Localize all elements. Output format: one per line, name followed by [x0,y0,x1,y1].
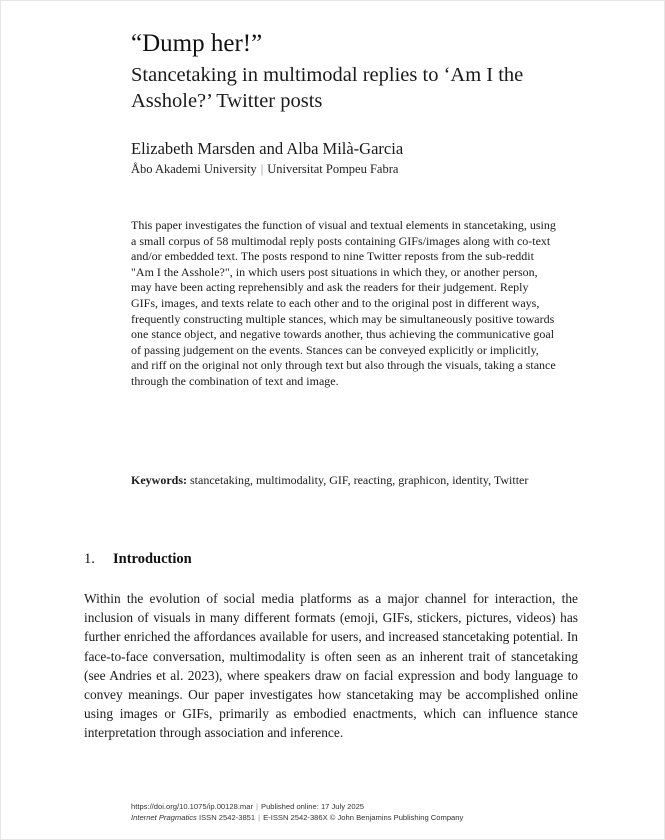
issn: ISSN 2542-3851 [198,813,256,822]
keywords [131,473,556,489]
section-number: 1. [84,551,95,567]
article-title: “Dump her!” [131,30,263,57]
keywords-label: Keywords: [131,473,187,487]
section-heading [84,551,192,568]
section-title: Introduction [113,551,192,567]
authors: Elizabeth Marsden and Alba Milà-Garcia [131,139,404,158]
affiliation-separator: | [260,162,264,176]
journal-name: Internet Pragmatics [131,813,197,822]
footer-line-2 [131,812,463,823]
page-footer [131,801,463,823]
doi-link[interactable]: https://doi.org/10.1075/ip.00128.mar [131,802,254,811]
footer-line-1 [131,801,463,812]
published-date: Published online: 17 July 2025 [261,802,365,811]
affiliations [131,162,398,177]
abstract: This paper investigates the function of visual and textual elements in stancetaking, using a small corpus of 58 multimodal reply posts containing GIFs/images along with co-text and/or embedded text. The posts respond to nine Twitter reposts from the sub-reddit "Am I the Asshole?", in which users post situations in which they, or another person, may have been acting reprehensibly and ask the readers for their judgement. Reply GIFs, images, and texts relate to each other and to the original post in different ways, frequently constructing multiple stances, which may be simultaneously positive towards one stance object, and negative towards another, thus achieving the communicative goal of passing judgement on the events. Stances can be conveyed explicitly or implicitly, and riff on the original not only through text but also through the visuals, taking a stance through the combination of text and image. [131,218,556,388]
eissn-copyright: E-ISSN 2542-386X © John Benjamins Publishing Company [263,813,464,822]
keywords-list: stancetaking, multimodality, GIF, reacting, graphicon, identity, Twitter [190,473,529,487]
affiliation-abo-akademi: Åbo Akademi University [131,162,257,176]
introduction-paragraph: Within the evolution of social media platforms as a major channel for interaction, the inclusion of visuals in many different formats (emoji, GIFs, stickers, pictures, videos) has further enriched the affordances available for users, and increased stancetaking potential. In face-to-face conversation, multimodality is often seen as an inherent trait of stancetaking (see Andries et al. 2023), where speakers draw on facial expression and body language to convey meanings. Our paper investigates how stancetaking may be accomplished online using images or GIFs, primarily as embodied enactments, which can influence stance interpretation through association and inference. [84,591,578,741]
footer-separator-2: | [258,813,261,822]
footer-separator: | [256,802,258,811]
article-subtitle: Stancetaking in multimodal replies to ‘Am I the Asshole?’ Twitter posts [131,64,524,112]
affiliation-pompeu-fabra: Universitat Pompeu Fabra [267,162,399,176]
